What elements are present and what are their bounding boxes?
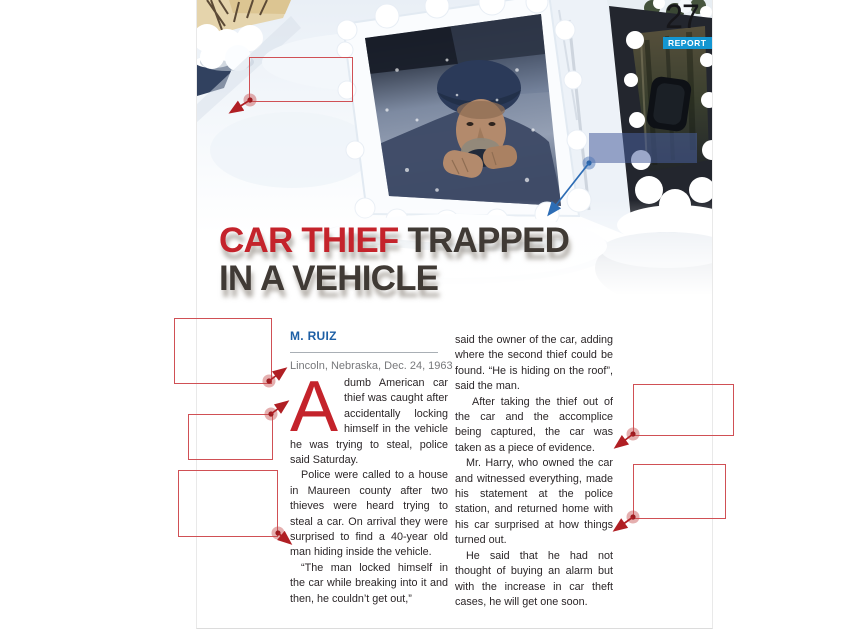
callout-box-body-right-1[interactable] [633,384,734,436]
paragraph: He said that he had not thought of buying an alarm but with the increase in car theft cases, he will get one soon. [455,549,613,608]
drop-cap: A [290,367,339,447]
side-mirror [646,75,693,132]
body-column-left [290,367,448,607]
paragraph: After taking the thief out of the car and the accomplice being captured, the car was taken as a piece of evidence. [455,395,613,454]
headline-rest: TRAPPED [407,221,570,260]
paragraph: said the owner of the car, adding where the second thief could be found. “He is hiding on the roof”, said the man. [455,334,613,393]
byline-divider [290,352,438,353]
byline: M. RUIZ [290,329,337,343]
headline-line2: IN A VEHICLE [219,259,439,298]
paragraph: Mr. Harry, who owned the car and witnessed everything, made his statement at the police station, and returned home with his car surprised at how things turned out. [455,457,613,547]
car-windshield [337,0,591,234]
callout-box-photo[interactable] [249,57,353,102]
paragraph: Adumb American car thief was caught after accidentally locking himself in the vehicle he was trying to steal, police said Saturday. [290,367,448,467]
callout-box-body-left[interactable] [178,470,278,537]
headline-accent: CAR THIEF [219,221,399,260]
paragraph: Police were called to a house in Maureen county after two thieves were heard trying to steal a car. On arrival they were surprised to find a 40-year old man hiding inside the vehicle. [290,469,448,559]
callout-box-body-right-2[interactable] [633,464,726,519]
page-number: 27 [665,0,699,36]
section-tag: REPORT [663,37,712,49]
paragraph: “The man locked himself in the car while breaking into it and then, he couldn’t get out,” [290,561,448,605]
callout-box-dropcap[interactable] [188,414,273,460]
body-column-right [455,333,613,610]
dateline: Lincoln, Nebraska, Dec. 24, 1963 [290,360,453,372]
highlight-box-photo[interactable] [589,133,697,163]
headline [219,222,639,298]
callout-box-dateline[interactable] [174,318,272,384]
